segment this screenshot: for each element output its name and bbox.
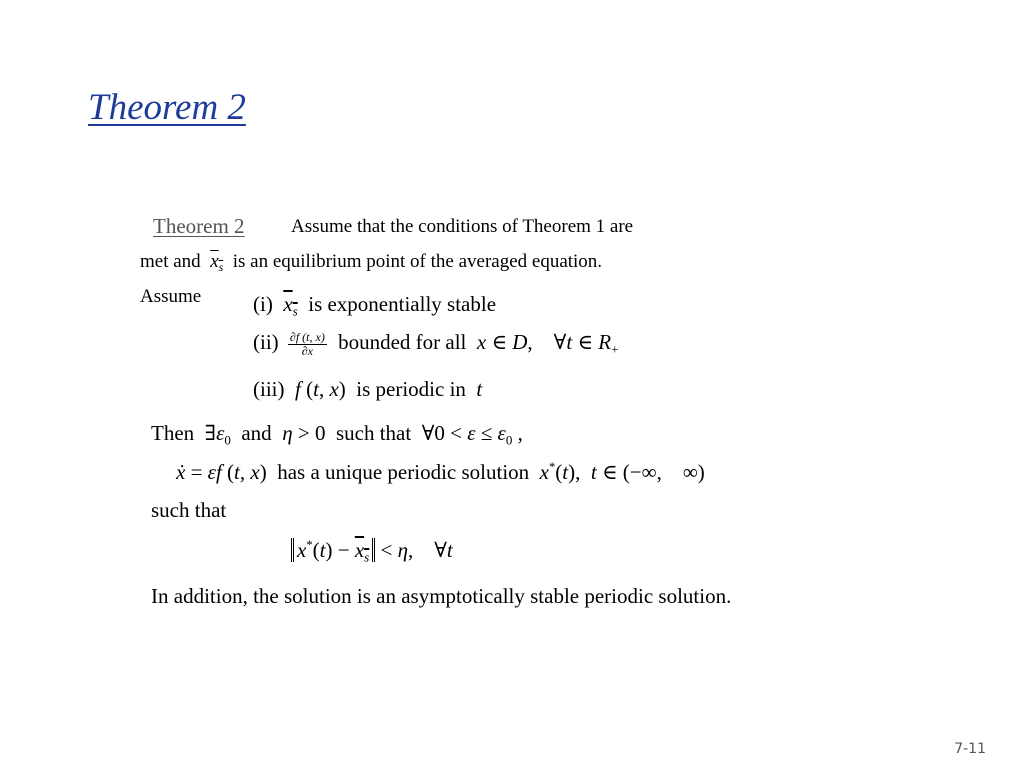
system-line <box>176 460 705 485</box>
equilibrium-symbol: $x_s$ <box>283 292 298 319</box>
page-number: 7-11 <box>954 741 986 757</box>
time-variable: t <box>476 377 483 401</box>
theorem-label: Theorem 2 <box>153 214 245 238</box>
condition-iii <box>253 377 482 402</box>
then-word: Then <box>151 421 195 445</box>
condition-ii-label: (ii) <box>253 330 279 354</box>
periodic-solution: x*(t), t ∈ (−∞, ∞) <box>539 460 705 485</box>
norm-expression: $x^*(t) - x_s$ <box>291 538 375 562</box>
condition-iii-text: is periodic in <box>356 377 466 401</box>
then-such-that: such that <box>335 421 412 445</box>
bound-inequality: $x^*(t) - x_s < \eta$, ∀t <box>291 538 453 566</box>
exists-epsilon0: $\exists\varepsilon_0$ <box>204 421 231 448</box>
such-that-line: such that <box>151 498 227 522</box>
slide-title: Theorem 2 <box>88 87 246 128</box>
fraction-numerator: ∂f (t, x) <box>289 329 325 344</box>
intro-line-2 <box>140 251 602 275</box>
condition-ii <box>253 330 618 358</box>
epsilon-range: ∀0 < $\varepsilon \le \varepsilon_0$ , <box>421 421 523 448</box>
condition-ii-text: bounded for all <box>338 330 467 354</box>
intro-line-2-end: is an equilibrium point of the averaged equation. <box>232 251 603 272</box>
then-and: and <box>241 421 272 445</box>
domain-expression: x ∈ D, ∀t ∈ $R_+$ <box>476 330 619 357</box>
condition-i-label: (i) <box>253 292 273 316</box>
function-expression: f (t, x) <box>295 377 346 401</box>
then-line <box>151 421 523 449</box>
eta-positive: η > 0 <box>282 421 326 445</box>
intro-line-1: Assume that the conditions of Theorem 1 are <box>291 216 634 237</box>
assume-label: Assume <box>140 286 202 307</box>
condition-i <box>253 292 496 320</box>
partial-derivative-fraction <box>288 331 327 358</box>
equilibrium-symbol: $x_s$ <box>210 251 224 275</box>
system-text: has a unique periodic solution <box>277 460 530 485</box>
condition-iii-label: (iii) <box>253 377 285 401</box>
intro-line-2-start: met and <box>140 251 201 272</box>
fraction-denominator: ∂x <box>301 343 313 358</box>
system-equation: ẋ = εf (t, x) <box>176 460 267 485</box>
conclusion-text: In addition, the solution is an asymptotically stable periodic solution. <box>151 584 732 608</box>
condition-i-text: is exponentially stable <box>308 292 497 316</box>
